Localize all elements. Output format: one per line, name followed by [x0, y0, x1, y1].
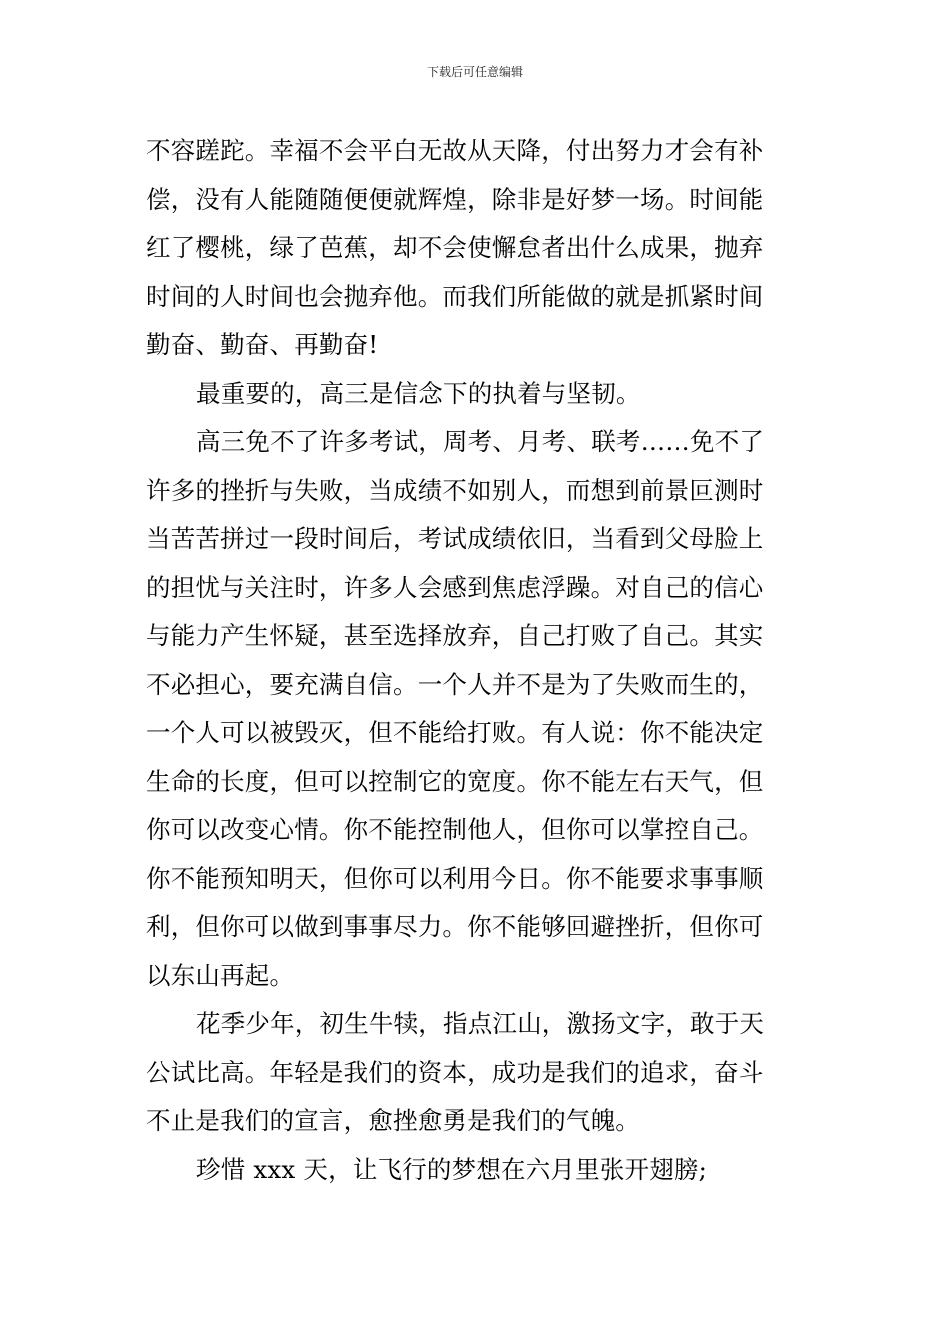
page-header: 下载后可任意编辑: [426, 65, 523, 79]
text-line: 以东山再起。: [146, 960, 295, 990]
text-line: 红了樱桃，绿了芭蕉，却不会使懈怠者出什么成果，抛弃: [146, 233, 764, 262]
text-line: 不容蹉跎。幸福不会平白无故从天降，付出努力才会有补: [146, 136, 764, 165]
text-line: 利，但你可以做到事事尽力。你不能够回避挫折，但你可: [146, 912, 764, 941]
text-line: 最重要的，高三是信念下的执着与坚韧。: [196, 378, 641, 408]
text-line: 珍惜 xxx 天，让飞行的梦想在六月里张开翅膀;: [196, 1154, 708, 1184]
text-line: 不必担心，要充满自信。一个人并不是为了失败而生的，: [146, 669, 764, 699]
text-line: 你可以改变心情。你不能控制他人，但你可以掌控自己。: [146, 815, 764, 844]
text-line: 生命的长度，但可以控制它的宽度。你不能左右天气，但: [146, 766, 764, 796]
text-line: 高三免不了许多考试，周考、月考、联考……免不了: [196, 427, 765, 456]
document-body: [146, 127, 806, 1194]
text-line: 公试比高。年轻是我们的资本，成功是我们的追求，奋斗: [146, 1057, 764, 1087]
text-line: 勤奋、勤奋、再勤奋!: [146, 330, 379, 359]
text-line: 不止是我们的宣言，愈挫愈勇是我们的气魄。: [146, 1106, 640, 1135]
text-line: 一个人可以被毁灭，但不能给打败。有人说：你不能决定: [146, 718, 764, 747]
text-line: 的担忧与关注时，许多人会感到焦虑浮躁。对自己的信心: [146, 572, 764, 602]
text-line: 花季少年，初生牛犊，指点江山，激扬文字，敢于天: [196, 1009, 765, 1038]
text-line: 你不能预知明天，但你可以利用今日。你不能要求事事顺: [146, 863, 764, 893]
text-line: 偿，没有人能随随便便就辉煌，除非是好梦一场。时间能: [146, 184, 764, 214]
text-line: 许多的挫折与失败，当成绩不如别人，而想到前景叵测时: [146, 475, 764, 505]
text-line: 时间的人时间也会抛弃他。而我们所能做的就是抓紧时间: [146, 281, 764, 311]
text-line: 与能力产生怀疑，甚至选择放弃，自己打败了自己。其实: [146, 621, 764, 650]
text-line: 当苦苦拼过一段时间后，考试成绩依旧，当看到父母脸上: [146, 524, 764, 553]
